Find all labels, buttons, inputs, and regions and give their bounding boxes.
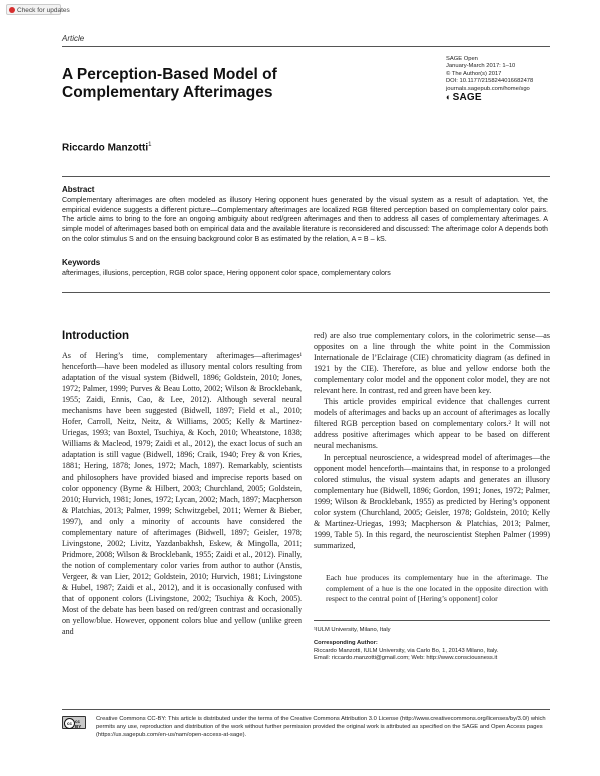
intro-paragraph-2: This article provides empirical evidence that challenges current models of afterimages and backs up an account of afterimages as locally filtered RGB perception based on complementary colors.² It will not address positive afterimages which appear to be based on different neural mechanisms.: [314, 397, 550, 451]
introduction-heading: Introduction: [62, 330, 130, 342]
journal-doi[interactable]: DOI: 10.1177/2158244016682478: [446, 78, 534, 85]
license-divider: [62, 709, 550, 710]
check-for-updates-badge[interactable]: [6, 4, 70, 15]
journal-url[interactable]: journals.sagepub.com/home/sgo: [446, 85, 530, 92]
palmer-quote: Each hue produces its complementary hue in the afterimage. The complement of a hue is the one located in the opposite direction with respect to the central point of [Hering’s opponent] color: [326, 573, 548, 604]
intro-paragraph-1-cont: red) are also true complementary colors, in the colorimetric sense—as opposites on a line through the white point in the Commission Internationale de l’Eclairage (CIE) chromaticity diagram (as defined in 1921 by the CIE). Therefore, as blue and yellow endorse both the complementary color model and the opponent color model, they are not relevant here. In contrast, red and green have been key.: [314, 331, 550, 396]
check-updates-icon: [9, 7, 15, 13]
header-divider: [62, 46, 550, 47]
sage-logo-text: SAGE: [452, 92, 482, 104]
author-affiliation-mark: 1: [148, 142, 152, 148]
corresponding-author-email[interactable]: Email: riccardo.manzotti@gmail.com; Web: http://www.consciousness.it: [314, 655, 498, 662]
creative-commons-icon: cc: [64, 718, 75, 729]
keywords-divider: [62, 292, 550, 293]
paper-title: A Perception-Based Model of Complementary Afterimages: [62, 66, 277, 101]
sage-mark-icon: ◐: [446, 92, 452, 103]
intro-paragraph-1: As of Hering’s time, complementary afterimages—afterimages¹ henceforth—have been modeled as illusory mental colors resulting from adaptation of the visual system (Bidwell, 1896; Goldstein, 2010; Jones, 1972; Palmer, 1999; Purves & Beau Lotto, 2002; Wilson & Brocklebank, 1955; Zaidi, Ennis, Cao, & Lee, 2012). Although several neural mechanisms have been suggested (Bidwell, 1897; Field et al., 2010; Hofer, Carroll, Neitz, Neitz, & Williams, 2005; Kelly & Martinez-Uriegas, 1993; van Boxtel, Tsuchiya, & Koch, 2010; Wheatstone, 1838; Williams & Macleod, 1979; Zaidi et al., 2012), the exact locus of such an adaptation is still vague (Bidwell, 1896; Craik, 1940; Frey & von Kries, 1881; Hering, 1878; Jones, 1972; Mach, 1897). Remarkably, scientists and philosophers have provided biased and imprecise reports based on color opponency (Byrne & Hilbert, 2003; Churchland, 2005; Goldstein, 2010; Hurvich, 1981; Jones, 1972; Lycan, 2002; Mach, 1897; Macpherson & Platchias, 2013; Palmer, 1999; Schwitzgebel, 2011; Werner & Bieber, 1997), and only a minority of accounts have considered the complementary nature of afterimages (Bidwell, 1897; Geisler, 1978; Livingstone, 2002; Livitz, Yazdanbakhsh, Eskew, & Mingolla, 2011; Pridmore, 2008; Wilson & Brocklebank, 1955; Zaidi et al., 2012). Finally, the notion of complementary color varies from author to author (Anstis, Vergeer, & van Lier, 2012; Goldstein, 2010; Hurvich, 1981; Livingstone & Hubel, 1987; Zaidi et al., 2012), and it is occasionally confused with that of opponent colors (Livingstone, 2002; Tsuchiya & Koch, 2005). Most of the debate has been based on red/green contrast and occasionally on yellow/blue. However, opponent colors blue and yellow (unlike green and: [62, 351, 302, 637]
license-text: Creative Commons CC-BY: This article is distributed under the terms of the Creative Commons Attribution 3.0 License (http://www.creativecommons.org/licenses/by/3.0/) which permits any use, reproduction and distribution of the work without further permission provided the original work is attributed as specified on the SAGE and Open Access pages (https://us.sagepub.com/en-us/nam/open-access-at-sage).: [96, 716, 546, 738]
corresponding-author-heading: Corresponding Author:: [314, 639, 378, 646]
abstract-divider: [62, 176, 550, 177]
cc-by-badge[interactable]: [62, 716, 86, 729]
footnote-divider: [314, 620, 550, 621]
journal-copyright: © The Author(s) 2017: [446, 70, 502, 77]
left-column: [62, 350, 302, 637]
journal-name: SAGE Open: [446, 56, 478, 62]
abstract-heading: Abstract: [62, 185, 95, 194]
abstract-text: Complementary afterimages are often modeled as illusory Hering opponent hues generated by the visual system as a result of adaptation. Yet, the empirical evidence suggests a different picture—Complementary afterimages are localized RGB filtered perception based on complementary color pairs. The article aims to bring to the fore an ongoing ambiguity about red/green afterimages and then to address all cases of complementary afterimages. A simple model of afterimages based both on empirical data and the available literature is reconsidered and discussed: The afterimage color A depends both on the color stimulus S and on the ensuing background color B as estimated by the relation, A = B – kS.: [62, 196, 548, 243]
footnotes: [314, 627, 550, 663]
journal-issue: January-March 2017: 1–10: [446, 63, 516, 70]
keywords-heading: Keywords: [62, 258, 101, 267]
author-line: [62, 142, 151, 153]
corresponding-author-address: Riccardo Manzotti, IULM University, via Carlo Bo, 1, 20143 Milano, Italy.: [314, 647, 499, 654]
author-name: Riccardo Manzotti: [62, 142, 149, 154]
right-column: [314, 330, 550, 551]
sage-logo: [446, 92, 586, 104]
cc-badge-label: cc BY: [75, 719, 82, 729]
check-updates-label: Check for updates: [17, 7, 70, 14]
keywords-text: afterimages, illusions, perception, RGB color space, Hering opponent color space, complementary colors: [62, 269, 391, 277]
affiliation-note: ¹IULM University, Milano, Italy: [314, 627, 391, 633]
intro-paragraph-3: In perceptual neuroscience, a widespread model of afterimages—the opponent model henceforth—maintains that, in response to a prolonged colored stimulus, the visual system adapts and generates an illusory complementary hue (Bidwell, 1896; Gordon, 1991; Jones, 1972; Palmer, 1999; Wilson & Brocklebank, 1955) as predicted by Hering’s opponent color system (Churchland, 2005; Geisler, 1978; Goldstein, 2010; Kelly & Martinez-Uriegas, 1993; Macpherson & Platchias, 2013; Palmer, 1999, Table 5). In this regard, the neuroscientist Stephen Palmer (1999) summarized,: [314, 452, 550, 550]
journal-meta: [446, 56, 586, 104]
article-type: Article: [62, 34, 85, 43]
